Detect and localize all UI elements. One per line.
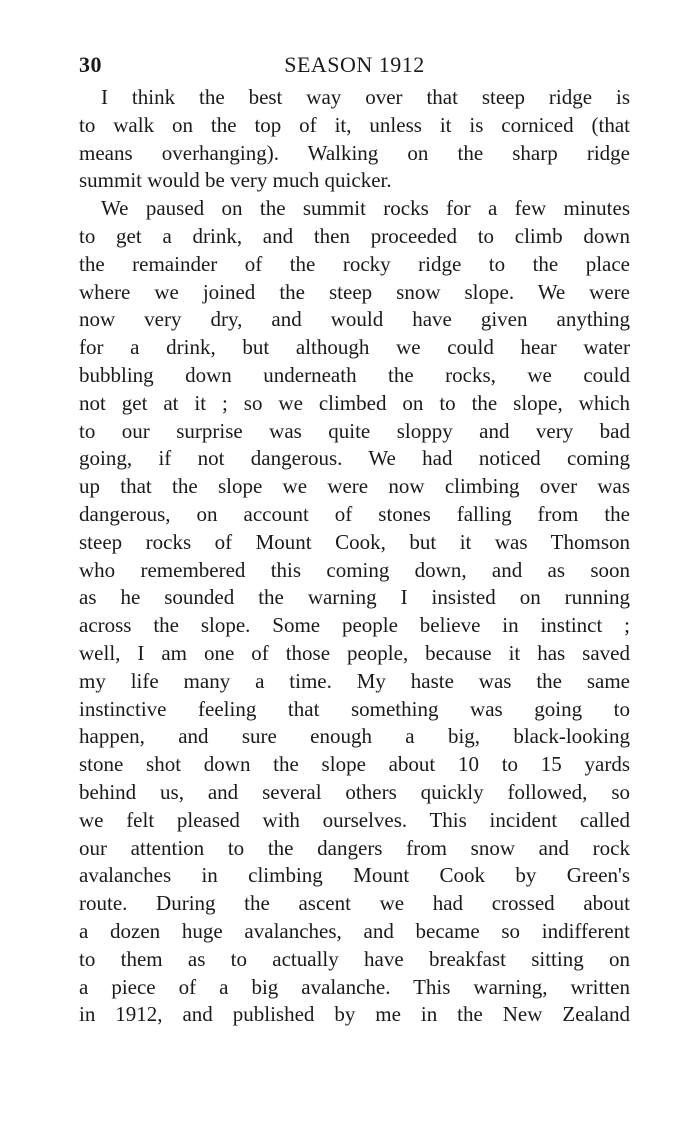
text-line: well, I am one of those people, because it has saved: [79, 640, 630, 665]
text-line: as he sounded the warning I insisted on running: [79, 585, 630, 610]
text-line: steep rocks of Mount Cook, but it was Thomson: [79, 529, 630, 554]
text-line: bubbling down underneath the rocks, we could: [79, 362, 630, 387]
text-line: for a drink, but although we could hear water: [79, 335, 630, 360]
text-line: where we joined the steep snow slope. We were: [79, 279, 630, 304]
text-line: a piece of a big avalanche. This warning, written: [79, 974, 630, 999]
text-line: the remainder of the rocky ridge to the place: [79, 251, 630, 276]
text-line: instinctive feeling that something was going to: [79, 696, 630, 721]
book-page: [79, 50, 630, 1029]
body-text: [79, 84, 630, 1029]
text-line: in 1912, and published by me in the New Zealand: [79, 1002, 630, 1027]
text-line: summit would be very much quicker.: [79, 168, 392, 193]
text-line: to get a drink, and then proceeded to climb down: [79, 223, 630, 248]
text-line: dangerous, on account of stones falling from the: [79, 501, 630, 526]
text-line: not get at it ; so we climbed on to the slope, which: [79, 390, 630, 415]
text-line: to our surprise was quite sloppy and very bad: [79, 418, 630, 443]
text-line: who remembered this coming down, and as soon: [79, 557, 630, 582]
text-line: to walk on the top of it, unless it is corniced (that: [79, 112, 630, 137]
text-line: to them as to actually have breakfast sitting on: [79, 946, 630, 971]
text-line: means overhanging). Walking on the sharp ridge: [79, 140, 630, 165]
text-line: happen, and sure enough a big, black-looking: [79, 724, 630, 749]
text-line: We paused on the summit rocks for a few minutes: [101, 196, 630, 221]
text-line: I think the best way over that steep ridge is: [101, 85, 630, 109]
text-line: we felt pleased with ourselves. This incident called: [79, 807, 630, 832]
running-head: SEASON 1912: [284, 52, 425, 77]
text-line: up that the slope we were now climbing over was: [79, 474, 630, 499]
text-line: avalanches in climbing Mount Cook by Green's: [79, 863, 630, 888]
page-number: 30: [79, 52, 102, 77]
text-line: stone shot down the slope about 10 to 15 yards: [79, 752, 630, 777]
page-header: [79, 50, 630, 84]
text-line: now very dry, and would have given anything: [79, 307, 630, 332]
text-line: going, if not dangerous. We had noticed coming: [79, 446, 630, 471]
text-line: a dozen huge avalanches, and became so indifferent: [79, 918, 630, 943]
text-line: behind us, and several others quickly followed, so: [79, 779, 630, 804]
text-line: across the slope. Some people believe in instinct ;: [79, 613, 630, 638]
text-line: my life many a time. My haste was the same: [79, 668, 630, 693]
text-line: route. During the ascent we had crossed about: [79, 891, 630, 916]
text-line: our attention to the dangers from snow and rock: [79, 835, 630, 860]
